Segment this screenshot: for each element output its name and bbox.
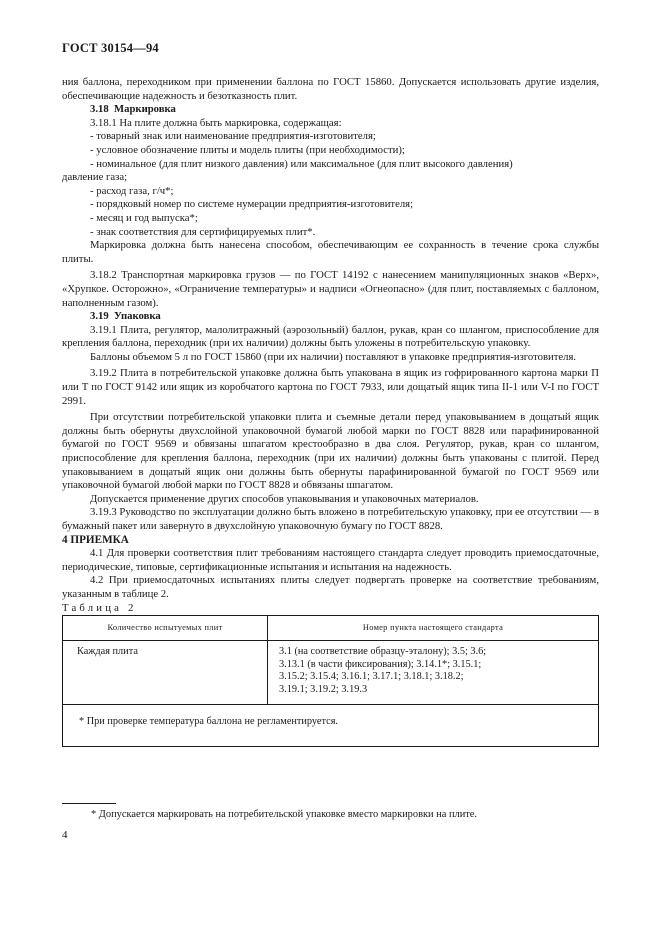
- paragraph-continuation: ния баллона, переходником при применении баллона по ГОСТ 15860. Допускается использовать другие изделия, обеспечивающие надежность и безотказность плит.: [62, 76, 599, 102]
- paragraph-no-packaging: При отсутствии потребительской упаковки плита и съемные детали перед упаковыванием в дощатый ящик должны быть обернуты двухслойной упаковочной бумагой любой марки по ГОСТ 8828 или парафинированной бумагой по ГОСТ 9569 и обвязаны шпагатом крестообразно в два слоя. Регулятор, рукав, кран со шлангом, приспособление для крепления баллона, переходник (при их наличии) должны быть упакованы с плитой. Перед упаковыванием в дощатый ящик они должны быть обернуты парафинированной бумагой по ГОСТ 9569 или упаковочной бумагой любой марки по ГОСТ 8828 и обвязаны шпагатом.: [62, 411, 599, 492]
- clause-3-19-1: 3.19.1 Плита, регулятор, малолитражный (аэрозольный) баллон, рукав, кран со шлангом, приспособление для крепления баллона, переходник (при их наличии) должны быть уложены в потребительскую упаковку.: [62, 323, 599, 350]
- clause-3-18-1: 3.18.1 На плите должна быть маркировка, содержащая:: [90, 116, 342, 129]
- paragraph-marking: Маркировка должна быть нанесена способом, обеспечивающим ее сохранность в течение срока службы плиты.: [62, 239, 599, 265]
- list-item: - расход газа, г/ч*;: [90, 184, 174, 197]
- footnote-divider: [62, 803, 116, 804]
- section-title: Упаковка: [114, 310, 161, 323]
- section-title: Маркировка: [114, 103, 176, 116]
- paragraph-allowed: Допускается применение других способов упаковывания и упаковочных материалов.: [90, 492, 479, 505]
- clause-list-line: 3.1 (на соответствие образцу-эталону); 3.5; 3.6;: [279, 646, 487, 658]
- clause-3-19-3: 3.19.3 Руководство по эксплуатации должно быть вложено в потребительскую упаковку, при ее отсутствии — в бумажный пакет или завернуто в двухслойную упаковочную бумагу по ГОСТ 8828.: [62, 506, 599, 532]
- section-number: 3.19: [90, 310, 109, 323]
- list-item-continuation: давление газа;: [62, 171, 128, 184]
- list-item: - номинальное (для плит низкого давления) или максимальное (для плит высокого давления): [90, 157, 513, 170]
- list-item: - месяц и год выпуска*;: [90, 211, 198, 224]
- page-body: [62, 76, 599, 747]
- list-item: - знак соответствия для сертифицируемых плит*.: [90, 225, 316, 238]
- clause-4-1: 4.1 Для проверки соответствия плит требованиям настоящего стандарта следует проводить приемосдаточные, периодические, типовые, сертификационные испытания и испытания на надежность.: [62, 547, 599, 573]
- table-cell: Каждая плита: [63, 641, 268, 705]
- clause-3-19-2: 3.19.2 Плита в потребительской упаковке должна быть упакована в ящик из гофрированного картона марки П или Т по ГОСТ 9142 или ящик из коробчатого картона по ГОСТ 7933, или дощатый ящик типа II-1 или V-I по ГОСТ 2991.: [62, 367, 599, 407]
- list-item: - товарный знак или наименование предприятия-изготовителя;: [90, 130, 376, 143]
- section-number: 3.18: [90, 103, 109, 116]
- table-footnote-row: [63, 705, 599, 747]
- table-header-row: [63, 616, 599, 641]
- table-2: [62, 615, 599, 747]
- clause-list-line: 3.19.1; 3.19.2; 3.19.3: [279, 683, 368, 695]
- column-header: Количество испытуемых плит: [63, 616, 268, 641]
- page-footnote: * Допускается маркировать на потребительской упаковке вместо маркировки на плите.: [91, 809, 478, 820]
- column-header: Номер пункта настоящего стандарта: [268, 616, 599, 641]
- document-header: ГОСТ 30154—94: [62, 41, 159, 55]
- clause-3-18-2: 3.18.2 Транспортная маркировка грузов — по ГОСТ 14192 с нанесением манипуляционных знаков «Верх», «Хрупкое. Осторожно», «Ограничение температуры» и надписи «Огнеопасно» (для плит, поставляемых с баллоном, наполненным газом).: [62, 269, 599, 309]
- table-row: [63, 641, 599, 705]
- list-item: - порядковый номер по системе нумерации предприятия-изготовителя;: [90, 198, 414, 211]
- section-heading-3-19: [62, 310, 599, 324]
- clause-4-2: 4.2 При приемосдаточных испытаниях плиты следует подвергать проверке на соответствие требованиям, указанным в таблице 2.: [62, 574, 599, 600]
- paragraph-cylinders: Баллоны объемом 5 л по ГОСТ 15860 (при их наличии) поставляют в упаковке предприятия-изготовителя.: [90, 350, 577, 363]
- section-heading-4: 4 ПРИЕМКА: [62, 533, 129, 546]
- section-heading-3-18: [62, 103, 599, 117]
- clause-list-line: 3.15.2; 3.15.4; 3.16.1; 3.17.1; 3.18.1; 3.18.2;: [279, 671, 464, 683]
- table-cell: [268, 641, 599, 705]
- table-footnote: * При проверке температура баллона не регламентируется.: [63, 705, 599, 747]
- clause-list-line: 3.13.1 (в части фиксирования); 3.14.1*; 3.15.1;: [279, 658, 482, 670]
- table-label: Таблица 2: [62, 601, 137, 614]
- list-item: - условное обозначение плиты и модель плиты (при необходимости);: [90, 143, 405, 156]
- page-number: 4: [62, 829, 68, 841]
